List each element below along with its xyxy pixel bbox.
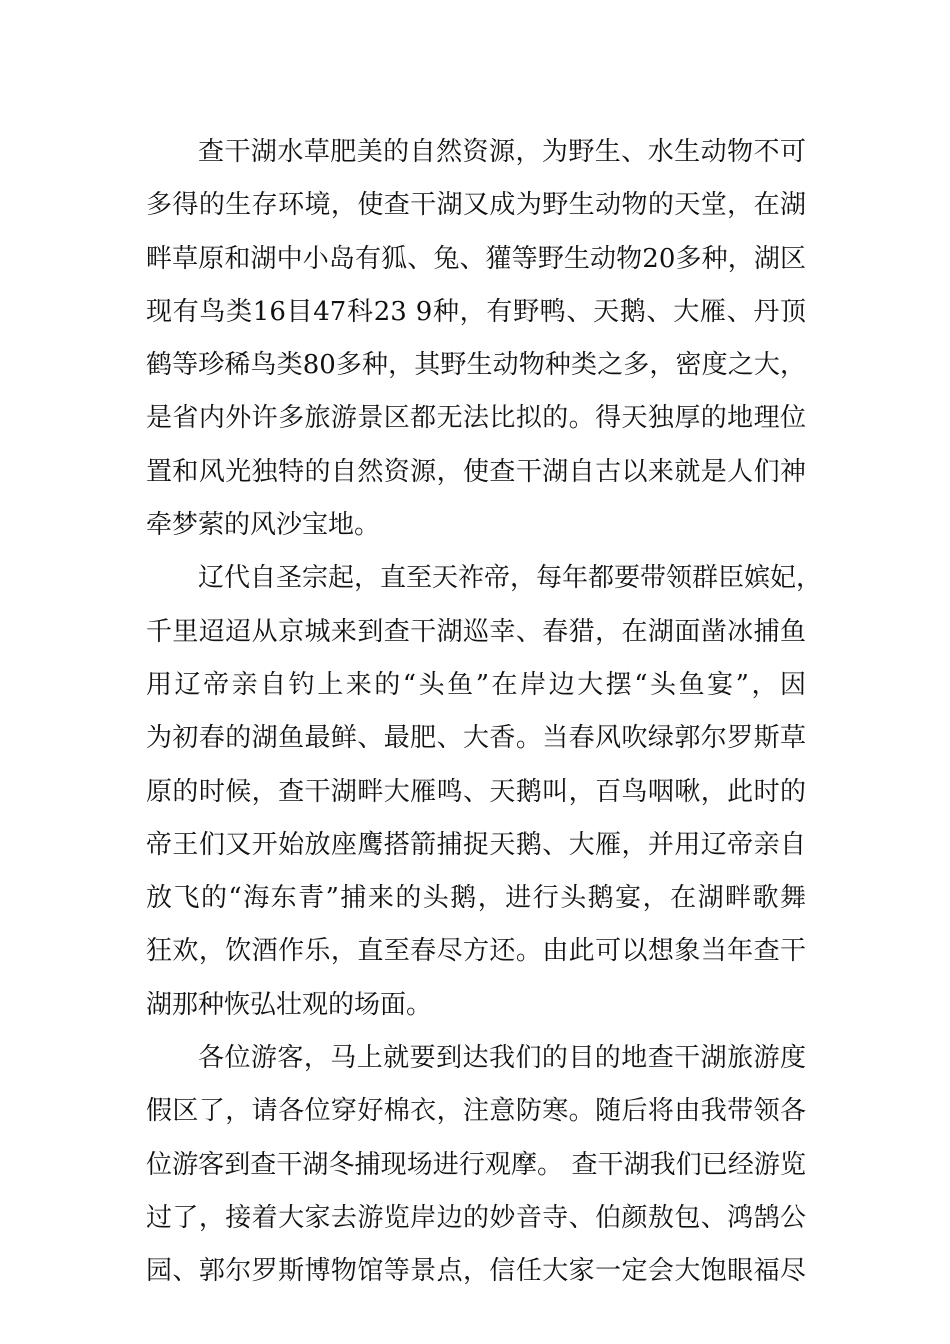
- paragraph-2-line-3: 用辽帝亲自钓上来的“头鱼”在岸边大摆“头鱼宴”，因: [146, 669, 806, 700]
- paragraph-3-line-1: 各位游客，马上就要到达我们的目的地查干湖旅游度: [198, 1043, 806, 1074]
- paragraph-3-line-3: 位游客到查干湖冬捕现场进行观摩。 查干湖我们已经游览: [146, 1149, 806, 1180]
- paragraph-2-line-7: 放飞的“海东青”捕来的头鹅，进行头鹅宴，在湖畔歌舞: [146, 883, 806, 914]
- paragraph-1-line-5: 鹤等珍稀鸟类80多种，其野生动物种类之多，密度之大，: [146, 350, 806, 381]
- paragraph-1-line-1: 查干湖水草肥美的自然资源，为野生、水生动物不可: [198, 137, 806, 167]
- paragraph-2-line-4: 为初春的湖鱼最鲜、最肥、大香。当春风吹绿郭尔罗斯草: [146, 723, 806, 754]
- paragraph-2-line-5: 原的时候，查干湖畔大雁鸣、天鹅叫，百鸟咽啾，此时的: [146, 776, 806, 807]
- body-text: [146, 126, 823, 1299]
- paragraph-3-line-4: 过了，接着大家去游览岸边的妙音寺、伯颜敖包、鸿鹄公: [146, 1202, 806, 1233]
- paragraph-3-line-2: 假区了，请各位穿好棉衣，注意防寒。随后将由我带领各: [146, 1096, 806, 1127]
- paragraph-2-line-8: 狂欢，饮酒作乐，直至春尽方还。由此可以想象当年查干: [146, 936, 806, 967]
- paragraph-1-line-2: 多得的生存环境，使查干湖又成为野生动物的天堂，在湖: [146, 190, 806, 221]
- paragraph-1-line-6: 是省内外许多旅游景区都无法比拟的。得天独厚的地理位: [146, 403, 806, 434]
- paragraph-1-line-3: 畔草原和湖中小岛有狐、兔、獾等野生动物20多种，湖区: [146, 243, 806, 274]
- paragraph-2-line-1: 辽代自圣宗起，直至天祚帝，每年都要带领群臣嫔妃，: [198, 563, 823, 594]
- paragraph-2-line-6: 帝王们又开始放座鹰搭箭捕捉天鹅、大雁，并用辽帝亲自: [146, 829, 806, 860]
- paragraph-1-line-4: 现有鸟类16目47科23 9种，有野鸭、天鹅、大雁、丹顶: [146, 296, 806, 327]
- paragraph-2-line-9: 湖那种恢弘壮观的场面。: [146, 989, 433, 1020]
- paragraph-2-line-2: 千里迢迢从京城来到查干湖巡幸、春猎，在湖面凿冰捕鱼: [146, 616, 806, 647]
- paragraph-1-line-8: 牵梦萦的风沙宝地。: [146, 510, 381, 541]
- paragraph-1-line-7: 置和风光独特的自然资源，使查干湖自古以来就是人们神: [146, 456, 806, 487]
- paragraph-3-line-5: 园、郭尔罗斯博物馆等景点，信任大家一定会大饱眼福尽: [146, 1256, 806, 1287]
